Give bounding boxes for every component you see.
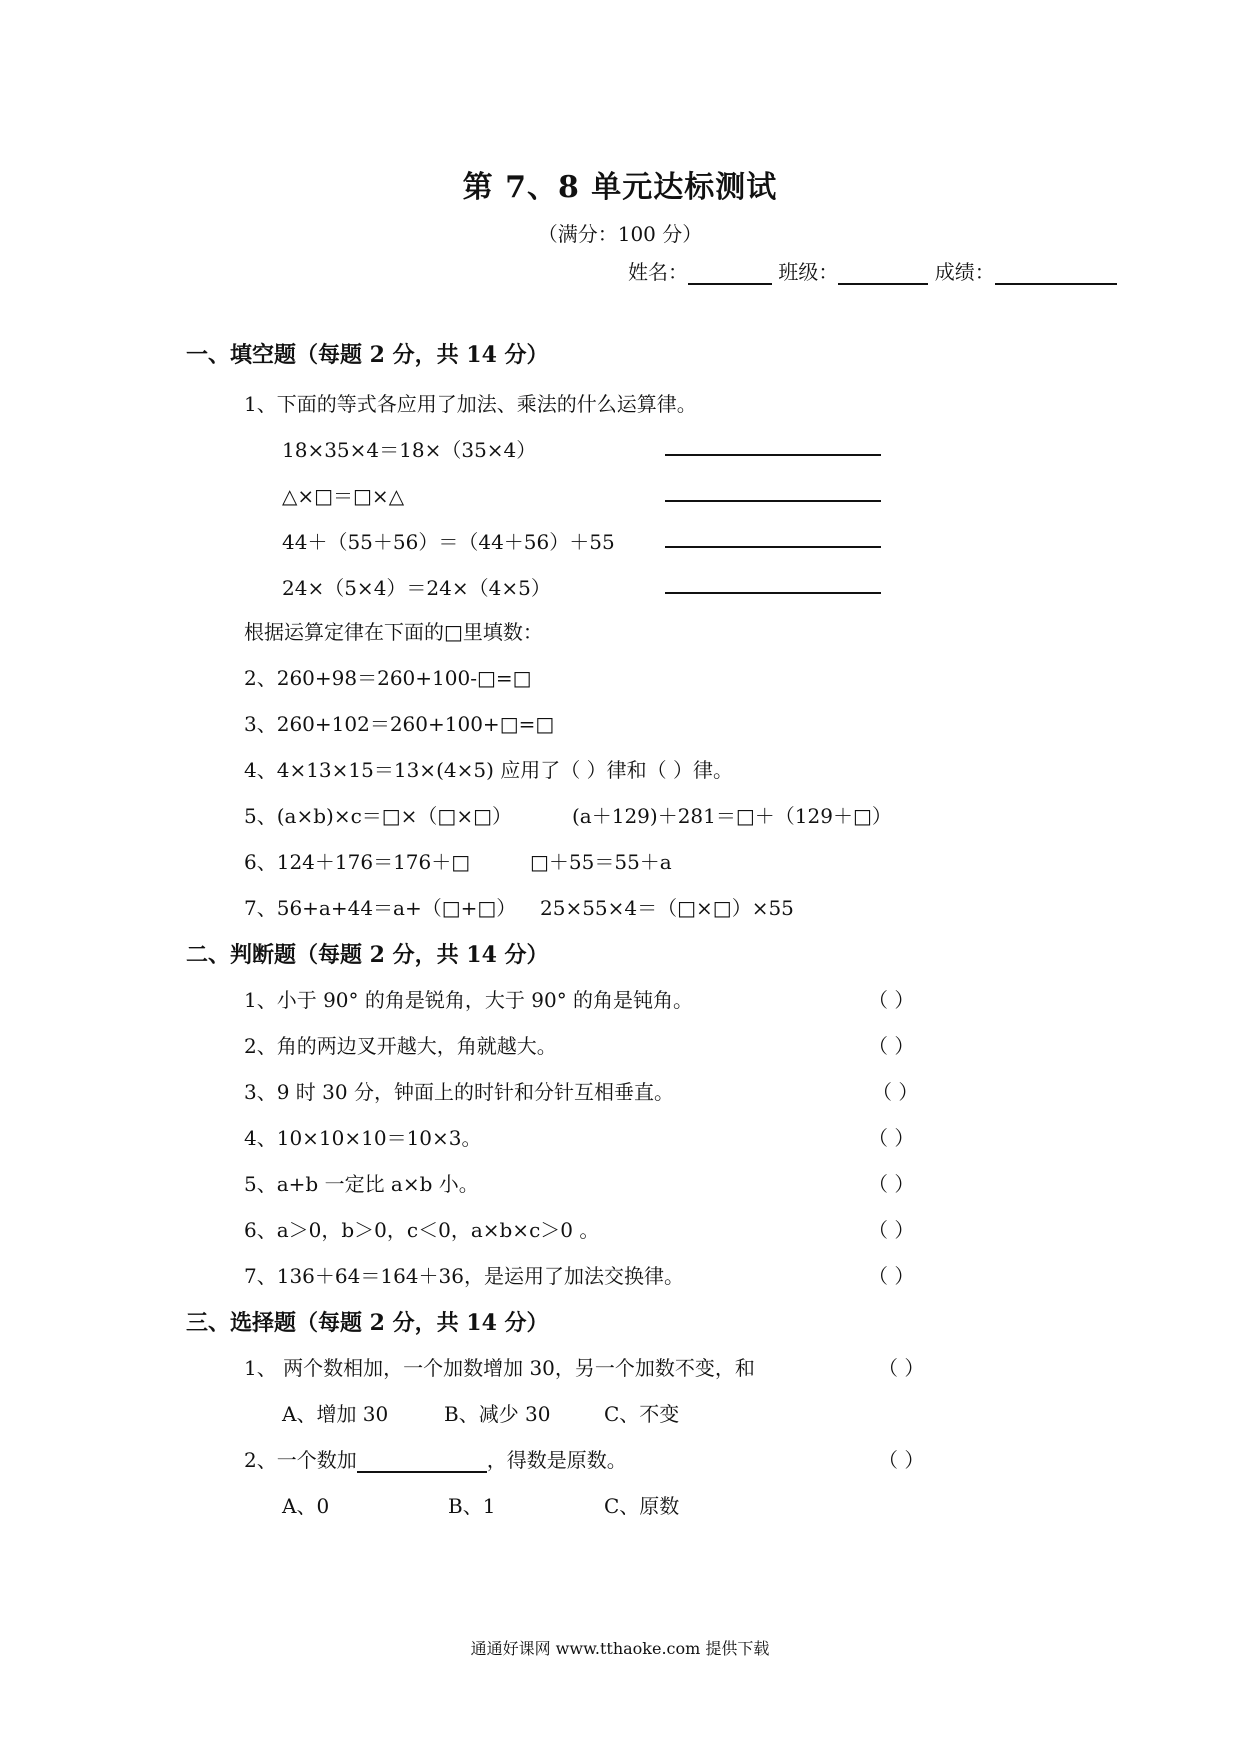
equation-2: △×□＝□×△	[282, 484, 405, 508]
mc-q2-option-c[interactable]: C、原数	[604, 1494, 680, 1518]
mc-q1-option-c[interactable]: C、不变	[604, 1402, 680, 1426]
equation-1: 18×35×4＝18×（35×4）	[282, 438, 537, 462]
equation-4: 24×（5×4）＝24×（4×5）	[282, 576, 551, 600]
section-multiple-choice-heading: 三、选择题（每题 2 分，共 14 分）	[186, 1310, 549, 1336]
question-7b: 25×55×4＝（□×□）×55	[540, 896, 794, 920]
name-label: 姓名：	[628, 260, 688, 284]
tf-answer-2[interactable]: （ ）	[868, 1034, 915, 1058]
question-1-intro: 1、下面的等式各应用了加法、乘法的什么运算律。	[244, 392, 697, 416]
tf-answer-7[interactable]: （ ）	[868, 1264, 915, 1288]
mc-q2-option-a[interactable]: A、0	[282, 1494, 330, 1518]
section-true-false-heading: 二、判断题（每题 2 分，共 14 分）	[186, 942, 549, 968]
class-label: 班级：	[778, 260, 839, 284]
score-blank[interactable]	[995, 261, 1117, 285]
mc-question-2	[244, 1444, 627, 1473]
mc-q2-suffix: ，得数是原数。	[486, 1448, 627, 1472]
tf-item-6: 6、a＞0，b＞0，c＜0，a×b×c＞0 。	[244, 1218, 600, 1242]
mc-answer-1[interactable]: （ ）	[878, 1356, 925, 1380]
student-info-row	[628, 256, 1117, 285]
mc-question-1: 1、 两个数相加，一个加数增加 30，另一个加数不变，和	[244, 1356, 755, 1380]
tf-answer-4[interactable]: （ ）	[868, 1126, 915, 1150]
question-2: 2、260+98＝260+100-□=□	[244, 666, 532, 690]
footer-source: 通通好课网 www.tthaoke.com 提供下载	[470, 1639, 770, 1658]
question-5a: 5、(a×b)×c＝□×（□×□）	[244, 804, 512, 828]
answer-line-2[interactable]	[665, 500, 881, 502]
tf-answer-1[interactable]: （ ）	[868, 988, 915, 1012]
question-6a: 6、124＋176＝176＋□	[244, 850, 471, 874]
name-blank[interactable]	[688, 261, 772, 285]
tf-item-1: 1、小于 90° 的角是锐角，大于 90° 的角是钝角。	[244, 988, 694, 1012]
tf-item-3: 3、9 时 30 分，钟面上的时针和分针互相垂直。	[244, 1080, 674, 1104]
answer-line-3[interactable]	[665, 546, 881, 548]
tf-item-7: 7、136＋64＝164＋36，是运用了加法交换律。	[244, 1264, 684, 1288]
tf-item-5: 5、a+b 一定比 a×b 小。	[244, 1172, 479, 1196]
mc-q2-blank[interactable]	[357, 1449, 487, 1473]
fill-instructions: 根据运算定律在下面的□里填数：	[244, 620, 543, 644]
equation-3: 44＋（55＋56）＝（44＋56）＋55	[282, 530, 615, 554]
tf-answer-3[interactable]: （ ）	[872, 1080, 919, 1104]
mc-q1-option-a[interactable]: A、增加 30	[282, 1402, 389, 1426]
mc-q1-option-b[interactable]: B、减少 30	[444, 1402, 551, 1426]
question-7a: 7、56+a+44＝a+（□+□）	[244, 896, 517, 920]
answer-line-1[interactable]	[665, 454, 881, 456]
question-3: 3、260+102＝260+100+□=□	[244, 712, 555, 736]
score-label: 成绩：	[934, 260, 995, 284]
question-4: 4、4×13×15＝13×(4×5) 应用了（ ）律和（ ）律。	[244, 758, 733, 782]
question-5b: (a＋129)＋281＝□＋（129＋□）	[572, 804, 892, 828]
full-score-note: （满分：100 分）	[537, 222, 703, 246]
tf-answer-6[interactable]: （ ）	[868, 1218, 915, 1242]
tf-item-2: 2、角的两边叉开越大，角就越大。	[244, 1034, 557, 1058]
mc-answer-2[interactable]: （ ）	[878, 1448, 925, 1472]
class-blank[interactable]	[838, 261, 928, 285]
section-fill-in-heading: 一、填空题（每题 2 分，共 14 分）	[186, 342, 549, 368]
question-6b: □＋55＝55＋a	[530, 850, 672, 874]
mc-q2-prefix: 2、一个数加	[244, 1448, 357, 1472]
mc-q2-option-b[interactable]: B、1	[448, 1494, 496, 1518]
tf-item-4: 4、10×10×10＝10×3。	[244, 1126, 482, 1150]
answer-line-4[interactable]	[665, 592, 881, 594]
tf-answer-5[interactable]: （ ）	[868, 1172, 915, 1196]
page-title: 第 7、8 单元达标测试	[462, 170, 778, 205]
